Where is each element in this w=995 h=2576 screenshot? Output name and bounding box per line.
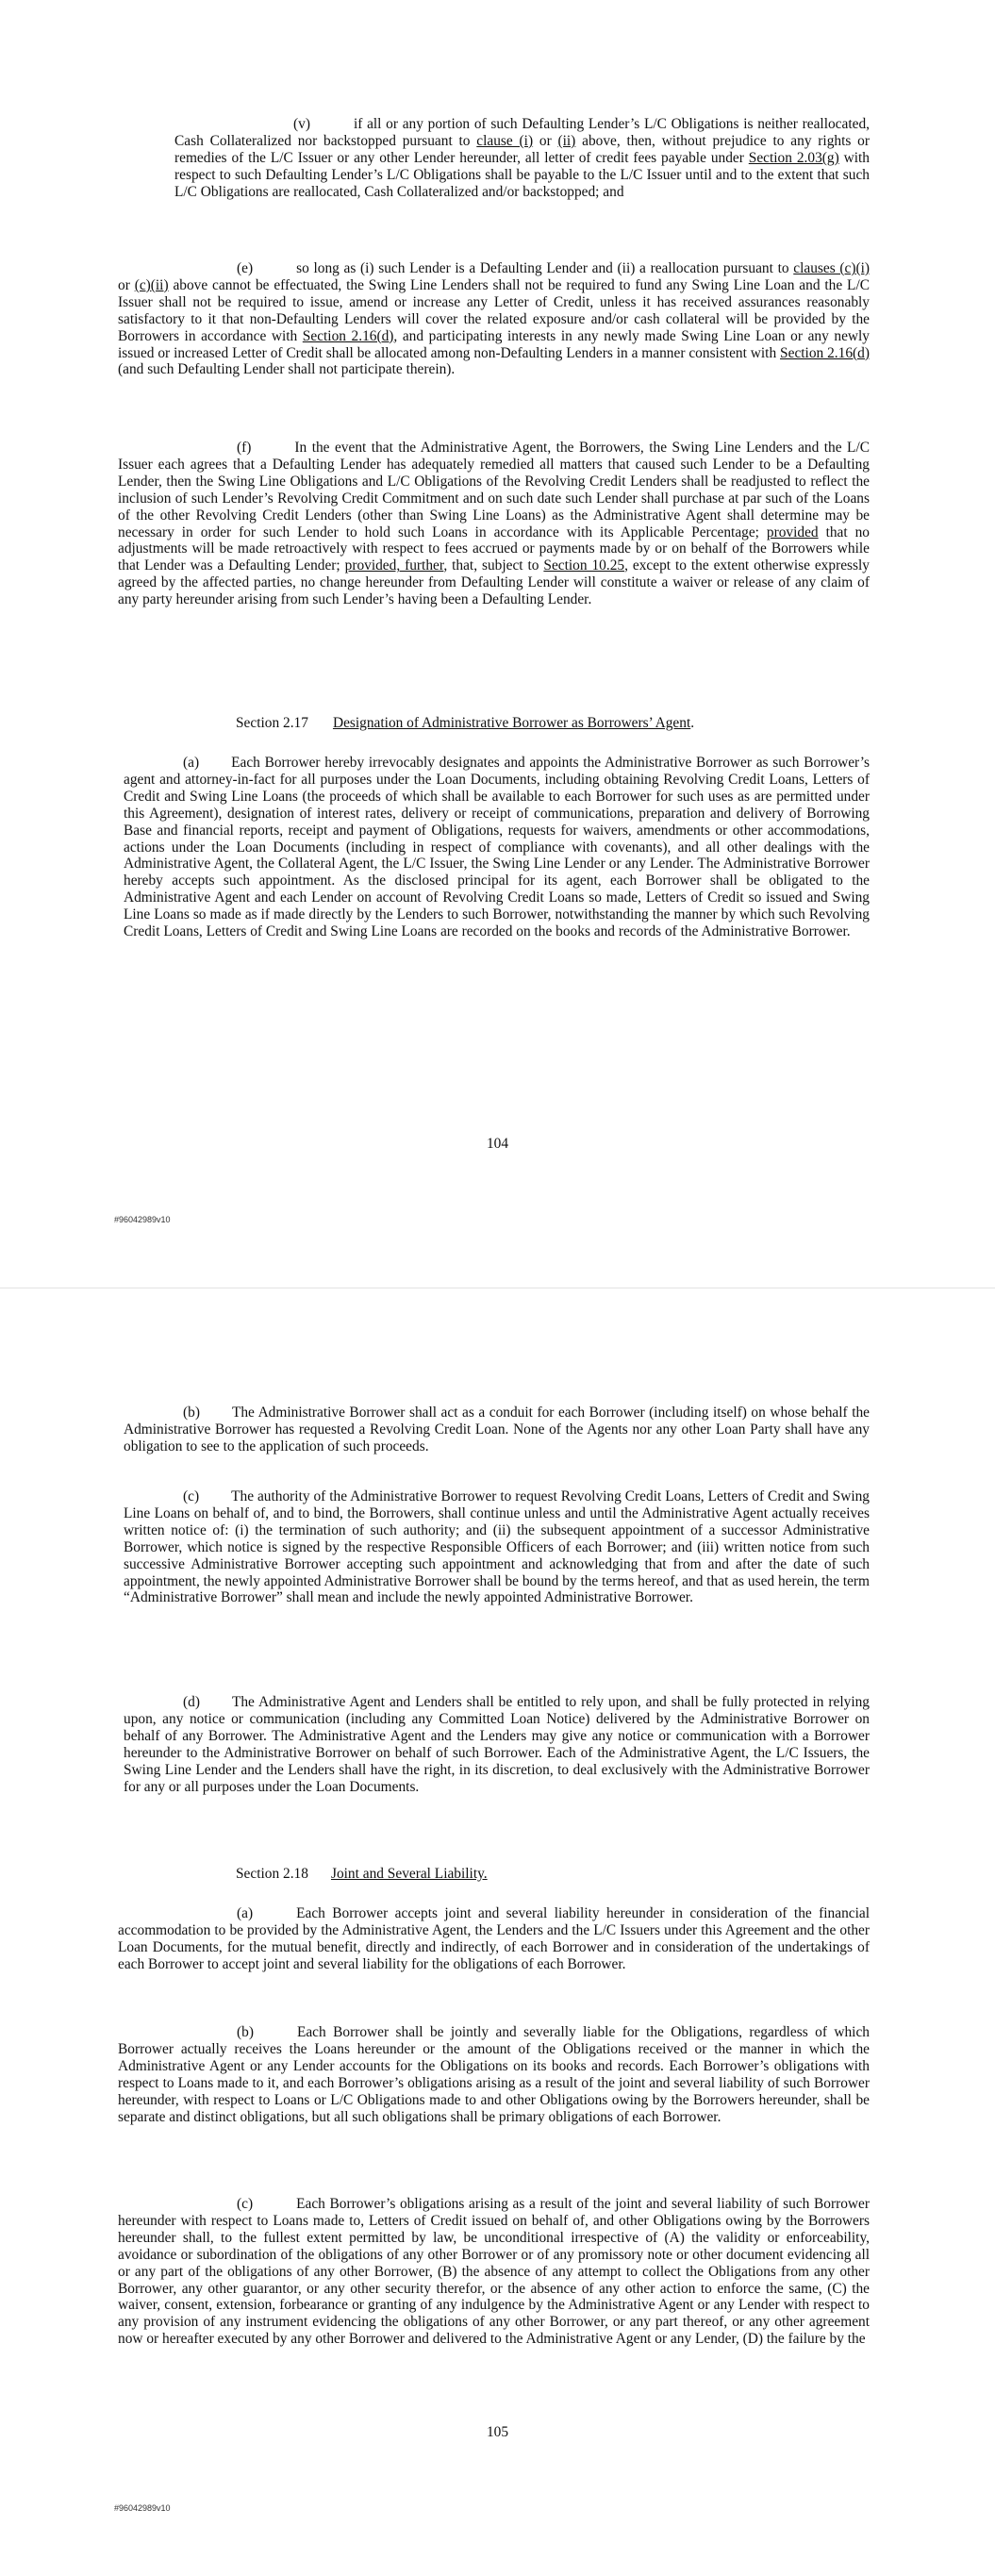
cross-reference: provided, further — [344, 557, 444, 574]
cross-reference: clause (i) — [476, 132, 534, 149]
section-title: Designation of Administrative Borrower as Borrowers’ Agent — [332, 715, 691, 731]
page-number: 105 — [486, 2424, 509, 2440]
paragraph-2-16-c-v: (v) if all or any portion of such Defaulting Lender’s L/C Obligations is neither reallocated, Cash Collateralized nor backstopped pursuant to clause (i) or (ii) above, then, without prejudice to any rights or remedies of the L/C Issuer or any other Lender hereunder, all letter of credit fees payable under Section 2.03(g) with respect to such Defaulting Lender’s L/C Obligations shall be payable to the L/C Issuer until and to the extent that such L/C Obligations are reallocated, Cash Collateralized and/or backstopped; and — [174, 116, 870, 200]
section-2-18-heading: Section 2.18 Joint and Several Liability. — [236, 1866, 488, 1882]
cross-reference: Section 2.03(g) — [748, 149, 839, 166]
cross-reference: (ii) — [557, 132, 576, 149]
cross-reference: Section 2.16(d) — [302, 327, 394, 344]
cross-reference: Section 10.25 — [543, 557, 625, 574]
paragraph-2-16-f: (f) In the event that the Administrative Agent, the Borrowers, the Swing Line Lenders and the L/C Issuer each agrees that a Defaulting Lender has adequately remedied all matters that caused such Lender to be a Defaulting Lender, then the Swing Line Obligations and L/C Obligations of the Revolving Credit Lenders shall be readjusted to reflect the inclusion of such Lender’s Revolving Credit Commitment and on such date such Lender shall purchase at par such of the Loans of the other Revolving Credit Lenders (other than Swing Line Loans) as the Administrative Agent shall determine may be necessary in order for such Lender to hold such Loans in accordance with its Applicable Percentage; provided that no adjustments will be made retroactively with respect to fees accrued or payments made by or on behalf of the Borrowers while that Lender was a Defaulting Lender; provided, further, that, subject to Section 10.25, except to the extent otherwise expressly agreed by the affected parties, no change hereunder from Defaulting Lender will constitute a waiver or release of any claim of any party hereunder arising from such Lender’s having been a Defaulting Lender. — [118, 440, 870, 608]
paragraph-2-16-e: (e) so long as (i) such Lender is a Defaulting Lender and (ii) a reallocation pursuant to clauses (c)(i) or (c)(ii) above cannot be effectuated, the Swing Line Lenders shall not be required to fund any Swing Line Loan and the L/C Issuer shall not be required to issue, amend or increase any Letter of Credit, unless it has received assurances reasonably satisfactory to it that non-Defaulting Lenders will cover the related exposure and/or cash collateral will be provided by the Borrowers in accordance with Section 2.16(d), and participating interests in any newly made Swing Line Loan or any newly issued or increased Letter of Credit shall be allocated among non-Defaulting Lenders in a manner consistent with Section 2.16(d) (and such Defaulting Lender shall not participate therein). — [118, 260, 870, 378]
paragraph-2-18-a: (a) Each Borrower accepts joint and several liability hereunder in consideration of the financial accommodation to be provided by the Administrative Agent, the Lenders and the L/C Issuers under this Agreement and the other Loan Documents, for the mutual benefit, directly and indirectly, of each Borrower and in consideration of the undertakings of each Borrower to accept joint and several liability for the obligations of each Borrower. — [118, 1905, 870, 1972]
paragraph-2-17-d: (d) The Administrative Agent and Lenders shall be entitled to rely upon, and shall be fully protected in relying upon, any notice or communication (including any Committed Loan Notice) delivered by the Administrative Borrower on behalf of any Borrower. The Administrative Agent and the Lenders may give any notice or communication with a Borrower hereunder to the Administrative Borrower on behalf of such Borrower. Each of the Administrative Agent, the L/C Issuers, the Swing Line Lender and the Lenders shall have the right, in its discretion, to deal exclusively with the Administrative Borrower for any or all purposes under the Loan Documents. — [124, 1694, 870, 1795]
section-2-17-heading: Section 2.17 Designation of Administrative Borrower as Borrowers’ Agent. — [236, 715, 695, 731]
cross-reference: Section 2.16(d) — [780, 344, 870, 361]
page-number: 104 — [486, 1136, 509, 1152]
paragraph-2-17-a: (a) Each Borrower hereby irrevocably designates and appoints the Administrative Borrower as such Borrower’s agent and attorney-in-fact for all purposes under the Loan Documents, including obtaining Revolving Credit Loans, Letters of Credit and Swing Line Loans (the proceeds of which shall be available to each Borrower for such uses as are permitted under this Agreement), designation of interest rates, delivery or receipt of communications, preparation and delivery of Borrowing Base and financial reports, receipt and payment of Obligations, requests for waivers, amendments or other accommodations, actions under the Loan Documents (including in respect of compliance with covenants), and all other dealings with the Administrative Agent, the Collateral Agent, the L/C Issuer, the Swing Line Lender or any Lender. The Administrative Borrower hereby accepts such appointment. As the disclosed principal for its agent, each Borrower shall be obligated to the Administrative Agent and each Lender on account of Revolving Credit Loans so made, Letters of Credit so issued and Swing Line Loans so made as if made directly by the Lenders to such Borrower, notwithstanding the manner by which such Revolving Credit Loans, Letters of Credit and Swing Line Loans are recorded on the books and records of the Administrative Borrower. — [124, 755, 870, 940]
paragraph-2-18-b: (b) Each Borrower shall be jointly and severally liable for the Obligations, regardless of which Borrower actually receives the Loans hereunder or the amount of the Obligations received or the manner in which the Administrative Agent or any Lender accounts for the Obligations on its books and records. Each Borrower’s obligations with respect to Loans made to it, and each Borrower’s obligations arising as a result of the joint and several liability of such Borrower hereunder, with respect to Loans or L/C Obligations made to and other Obligations owing by the Borrowers hereunder, shall be separate and distinct obligations, but all such obligations shall be primary obligations of each Borrower. — [118, 2024, 870, 2125]
paragraph-2-17-c: (c) The authority of the Administrative Borrower to request Revolving Credit Loans, Letters of Credit and Swing Line Loans on behalf of, and to bind, the Borrowers, shall continue unless and until the Administrative Agent actually receives written notice of: (i) the termination of such authority; and (ii) the subsequent appointment of a successor Administrative Borrower, which notice is signed by the respective Responsible Officers of each Borrower; and (iii) written notice from such successive Administrative Borrower accepting such appointment and acknowledging that from and after the date of such appointment, the newly appointed Administrative Borrower shall be bound by the terms hereof, and that as used herein, the term “Administrative Borrower” shall mean and include the newly appointed Administrative Borrower. — [124, 1488, 870, 1606]
paragraph-2-17-b: (b) The Administrative Borrower shall act as a conduit for each Borrower (including itself) on whose behalf the Administrative Borrower has requested a Revolving Credit Loan. None of the Agents nor any other Loan Party shall have any obligation to see to the application of such proceeds. — [124, 1404, 870, 1454]
cross-reference: provided — [766, 524, 819, 540]
cross-reference: (c)(ii) — [134, 276, 169, 293]
cross-reference: clauses (c)(i) — [793, 260, 870, 276]
section-title: Joint and Several Liability. — [330, 1866, 488, 1882]
document-id: #96042989v10 — [114, 2503, 171, 2513]
paragraph-2-18-c: (c) Each Borrower’s obligations arising as a result of the joint and several liability of such Borrower hereunder with respect to Loans made to, Letters of Credit issued on behalf of, and other Obligations owing by the Borrowers hereunder shall, to the fullest extent permitted by law, be unconditional irrespective of (A) the validity or enforceability, avoidance or subordination of the obligations of any other Borrower or of any promissory note or other document evidencing all or any part of the obligations of any other Borrower, (B) the absence of any attempt to collect the Obligations from any other Borrower, any other guarantor, or any other security therefor, or the absence of any other action to enforce the same, (C) the waiver, consent, extension, forbearance or granting of any indulgence by the Administrative Agent or any Lender with respect to any provision of any instrument evidencing the obligations of any other Borrower, or any part thereof, or any other agreement now or hereafter executed by any other Borrower and delivered to the Administrative Agent or any Lender, (D) the failure by the — [118, 2196, 870, 2348]
document-id: #96042989v10 — [114, 1215, 171, 1224]
document-page-105 — [0, 1288, 995, 2576]
